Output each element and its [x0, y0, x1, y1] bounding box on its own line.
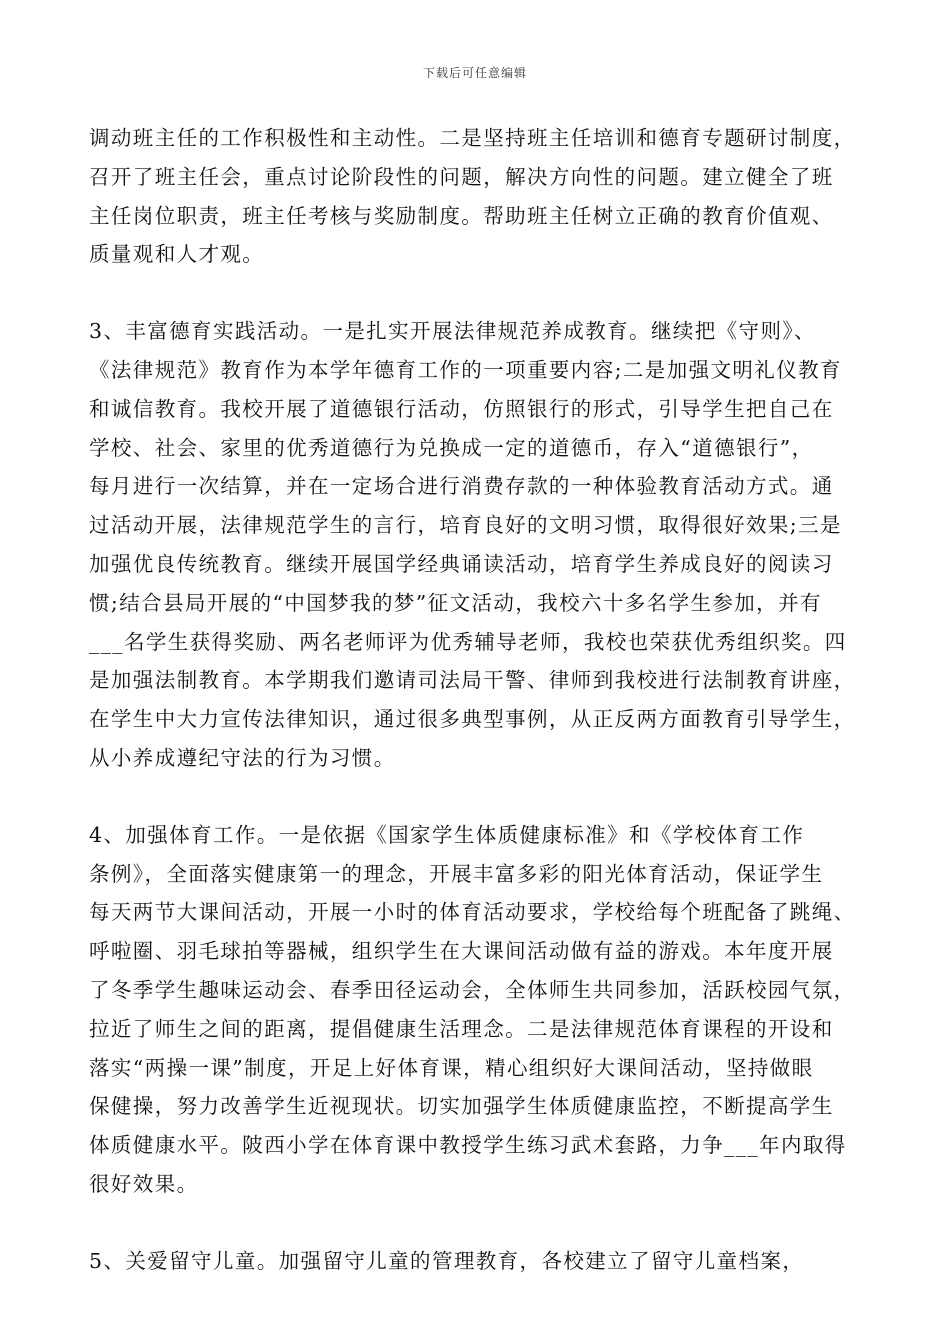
text-line: 学校、社会、家里的优秀道德行为兑换成一定的道德币，存入“道德银行”，: [89, 435, 814, 460]
document-body: [89, 119, 869, 1281]
text-line: 很好效果。: [89, 1171, 199, 1196]
text-line: 3、丰富德育实践活动。一是扎实开展法律规范养成教育。继续把《守则》、: [89, 319, 816, 344]
text-line: 调动班主任的工作积极性和主动性。二是坚持班主任培训和德育专题研讨制度，: [89, 126, 856, 150]
text-line: 加强优良传统教育。继续开展国学经典诵读活动，培育学生养成良好的阅读习: [89, 551, 834, 576]
text-line: 条例》，全面落实健康第一的理念，开展丰富多彩的阳光体育活动，保证学生: [89, 861, 824, 886]
paragraph-class-teacher: [89, 119, 869, 274]
text-line: 《法律规范》教育作为本学年德育工作的一项重要内容;二是加强文明礼仪教育: [89, 357, 842, 382]
text-line: 主任岗位职责，班主任考核与奖励制度。帮助班主任树立正确的教育价值观、: [89, 203, 834, 228]
text-line: 了冬季学生趣味运动会、春季田径运动会，全体师生共同参加，活跃校园气氛，: [89, 977, 856, 1002]
text-line: ___名学生获得奖励、两名老师评为优秀辅导老师，我校也荣获优秀组织奖。四: [89, 629, 847, 654]
text-line: 从小养成遵纪守法的行为习惯。: [89, 745, 396, 770]
paragraph-moral-practice: [89, 312, 869, 778]
text-line: 4、加强体育工作。一是依据《国家学生体质健康标准》和《学校体育工作: [89, 822, 805, 847]
text-line: 保健操，努力改善学生近视现状。切实加强学生体质健康监控，不断提高学生: [89, 1094, 834, 1119]
text-line: 召开了班主任会，重点讨论阶段性的问题，解决方向性的问题。建立健全了班: [89, 164, 834, 189]
paragraph-gap: [89, 274, 869, 312]
text-line: 5、关爱留守儿童。加强留守儿童的管理教育，各校建立了留守儿童档案，: [89, 1248, 805, 1273]
text-line: 是加强法制教育。本学期我们邀请司法局干警、律师到我校进行法制教育讲座，: [89, 668, 856, 693]
text-line: 惯;结合县局开展的“中国梦我的梦”征文活动，我校六十多名学生参加，并有: [89, 590, 822, 615]
text-line: 每月进行一次结算，并在一定场合进行消费存款的一种体验教育活动方式。通: [89, 474, 834, 499]
text-line: 过活动开展，法律规范学生的言行，培育良好的文明习惯，取得很好效果;三是: [89, 513, 842, 538]
text-line: 体质健康水平。陂西小学在体育课中教授学生练习武术套路，力争___年内取得: [89, 1133, 847, 1158]
paragraph-physical-education: [89, 816, 869, 1204]
text-line: 在学生中大力宣传法律知识，通过很多典型事例，从正反两方面教育引导学生，: [89, 707, 856, 732]
text-line: 拉近了师生之间的距离，提倡健康生活理念。二是法律规范体育课程的开设和: [89, 1016, 834, 1041]
text-line: 落实“两操一课”制度，开足上好体育课，精心组织好大课间活动，坚持做眼: [89, 1055, 814, 1080]
paragraph-left-behind-children: [89, 1242, 869, 1281]
text-line: 质量观和人才观。: [89, 242, 265, 267]
page-header: 下载后可任意编辑: [422, 66, 527, 80]
text-line: 和诚信教育。我校开展了道德银行活动，仿照银行的形式，引导学生把自己在: [89, 396, 834, 421]
paragraph-gap: [89, 1204, 869, 1242]
text-line: 每天两节大课间活动，开展一小时的体育活动要求，学校给每个班配备了跳绳、: [89, 900, 856, 925]
paragraph-gap: [89, 778, 869, 816]
text-line: 呼啦圈、羽毛球拍等器械，组织学生在大课间活动做有益的游戏。本年度开展: [89, 939, 834, 964]
